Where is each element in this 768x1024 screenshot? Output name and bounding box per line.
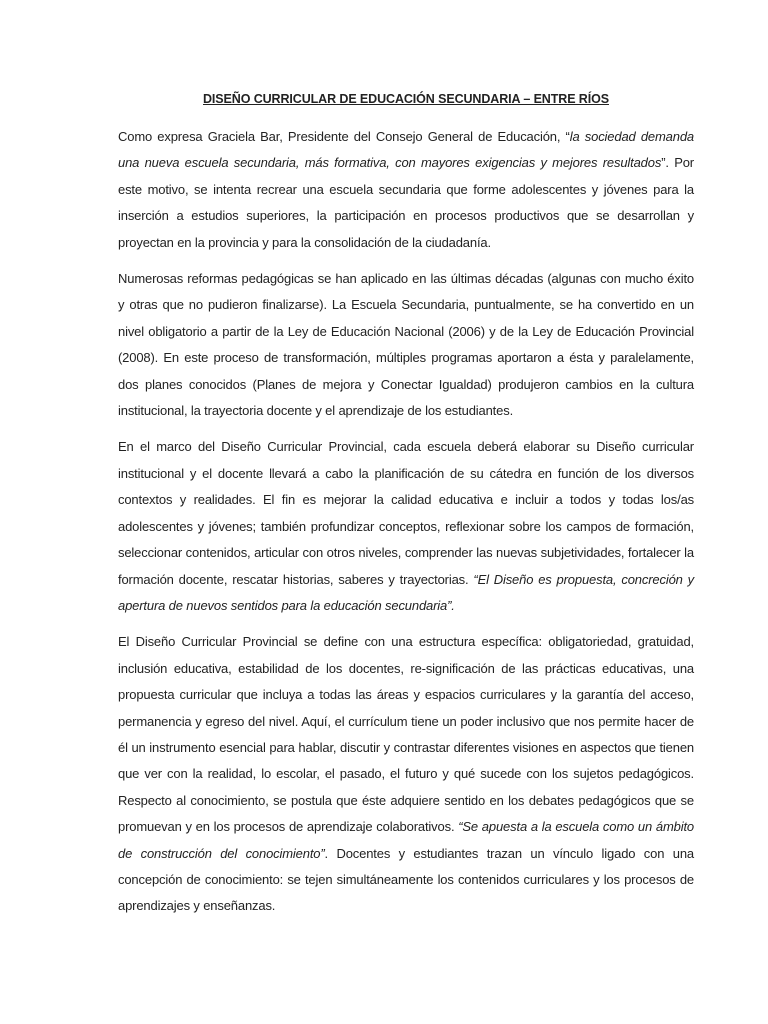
paragraph-4 [118,629,694,919]
paragraph-1-text-b: ”. Por este motivo, se intenta recrear una escuela secundaria que forme adolescentes y jóvenes para la inserción a estudios superiores, la participación en procesos productivos que se desarrollan y proyectan en la provincia y para la consolidación de la ciudadanía. [118,155,694,250]
paragraph-4-text-b: . Docentes y estudiantes trazan un vínculo ligado con una concepción de conocimiento: se tejen simultáneamente los contenidos curriculares y los procesos de aprendizajes y enseñanzas. [118,845,694,914]
paragraph-3-text: En el marco del Diseño Curricular Provincial, cada escuela deberá elaborar su Diseño curricular institucional y el docente llevará a cabo la planificación de su cátedra en función de los diversos contextos y realidades. El fin es mejorar la calidad educativa e incluir a todos y todas los/as adolescentes y jóvenes; también profundizar conceptos, reflexionar sobre los campos de formación, seleccionar contenidos, articular con otros niveles, comprender las nuevas subjetividades, fortalecer la formación docente, rescatar historias, saberes y trayectorias. [118,439,694,587]
paragraph-3-quote: “El Diseño es propuesta, concreción y apertura de nuevos sentidos para la educación secundaria”. [118,571,694,613]
paragraph-2-text: Numerosas reformas pedagógicas se han aplicado en las últimas décadas (algunas con mucho éxito y otras que no pudieron finalizarse). La Escuela Secundaria, puntualmente, se ha convertido en un nivel obligatorio a partir de la Ley de Educación Nacional (2006) y de la Ley de Educación Provincial (2008). En este proceso de transformación, múltiples programas aportaron a ésta y paralelamente, dos planes conocidos (Planes de mejora y Conectar Igualdad) produjeron cambios en la cultura institucional, la trayectoria docente y el aprendizaje de los estudiantes. [118,271,694,419]
paragraph-1-text-a: Como expresa Graciela Bar, Presidente del Consejo General de Educación, “ [118,129,570,144]
paragraph-1 [118,124,694,256]
paragraph-4-text-a: El Diseño Curricular Provincial se define con una estructura específica: obligatoriedad, gratuidad, inclusión educativa, estabilidad de los docentes, re-significación de las prácticas educativas, una propuesta curricular que incluya a todas las áreas y espacios curriculares y la garantía del acceso, permanencia y egreso del nivel. Aquí, el currículum tiene un poder inclusivo que nos permite hacer de él un instrumento esencial para hablar, discutir y contrastar diferentes visiones en aspectos que tienen que ver con la realidad, lo escolar, el pasado, el futuro y qué sucede con los sujetos pedagógicos. Respecto al conocimiento, se postula que éste adquiere sentido en los debates pedagógicos que se promuevan y en los procesos de aprendizaje colaborativos. [118,634,694,835]
paragraph-2 [118,266,694,424]
paragraph-4-quote: “Se apuesta a la escuela como un ámbito de construcción del conocimiento” [118,819,694,861]
paragraph-1-quote: la sociedad demanda una nueva escuela secundaria, más formativa, con mayores exigencias y mejores resultados [118,129,694,171]
document-title: DISEÑO CURRICULAR DE EDUCACIÓN SECUNDARIA – ENTRE RÍOS [203,92,609,106]
paragraph-3 [118,434,694,619]
